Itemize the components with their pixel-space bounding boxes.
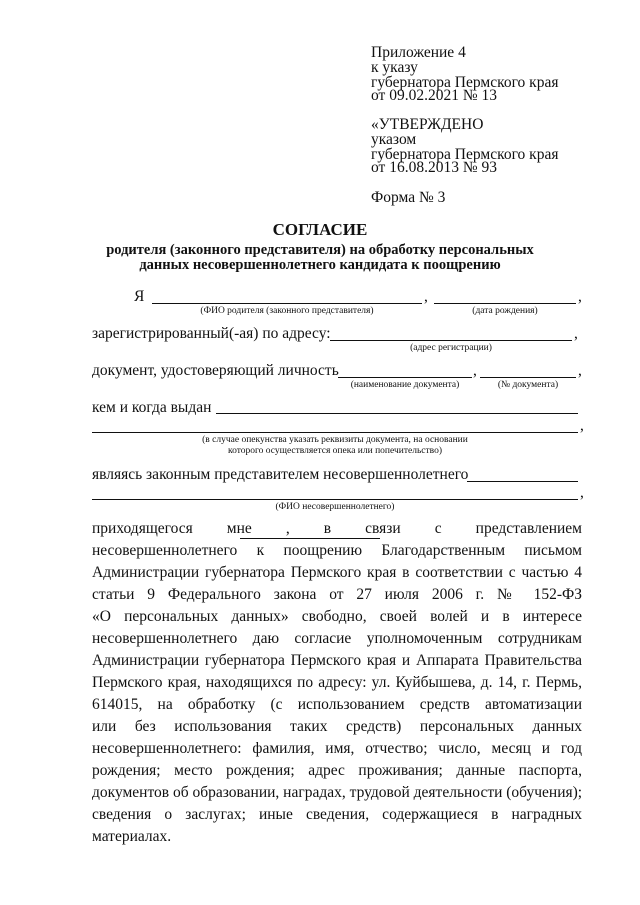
- consent-line: 614015, на обработку (с использованием средств автоматизации: [92, 696, 582, 713]
- doc-number-field[interactable]: [480, 377, 576, 378]
- doc-name-field[interactable]: [338, 377, 472, 378]
- consent-line: документов об образовании, наградах, трудовой деятельности (обучения);: [92, 784, 583, 801]
- minor-fio-caption: (ФИО несовершеннолетнего): [275, 502, 395, 512]
- parent-dob-caption: (дата рождения): [472, 306, 538, 316]
- consent-line: сведения о заслугах; иные сведения, содержащиеся в наградных: [92, 806, 582, 823]
- guardianship-caption: которого осуществляется опека или попечительство): [227, 446, 442, 456]
- appendix-line: к указу: [371, 59, 418, 76]
- comma: ,: [574, 325, 578, 342]
- document-subtitle: родителя (законного представителя) на обработку персональных: [106, 242, 534, 258]
- parent-dob-field[interactable]: [434, 303, 576, 304]
- ya-label: Я: [134, 288, 145, 305]
- appendix-line: губернатора Пермского края: [371, 74, 559, 91]
- document-title: СОГЛАСИЕ: [272, 220, 368, 239]
- guardianship-caption: (в случае опекунства указать реквизиты документа, на основании: [202, 435, 468, 445]
- address-caption: (адрес регистрации): [410, 343, 492, 353]
- appendix-line: Приложение 4: [371, 44, 466, 61]
- approved-line: «УТВЕРЖДЕНО: [371, 116, 484, 133]
- consent-line: несовершеннолетнего: фамилия, имя, отчество; число, месяц и год: [92, 740, 582, 757]
- issued-label: кем и когда выдан: [92, 399, 212, 416]
- doc-name-caption: (наименование документа): [350, 380, 460, 390]
- registered-label: зарегистрированный(-ая) по адресу:: [92, 325, 331, 342]
- id-doc-label: документ, удостоверяющий личность: [92, 362, 339, 379]
- consent-line: «О персональных данных» свободно, своей волей и в интересе: [92, 608, 582, 625]
- minor-fio-field[interactable]: [467, 481, 578, 482]
- approved-line: указом: [371, 131, 417, 148]
- consent-line: или без использования таких средств) персональных данных: [92, 718, 582, 735]
- consent-line: несовершеннолетнего даю согласие уполномоченным сотрудникам: [92, 630, 582, 647]
- comma: ,: [473, 362, 477, 379]
- comma: ,: [580, 484, 584, 501]
- consent-line: несовершеннолетнего к поощрению Благодарственным письмом: [92, 542, 582, 559]
- form-number: Форма № 3: [371, 189, 446, 206]
- comma: ,: [578, 362, 582, 379]
- document-subtitle: данных несовершеннолетнего кандидата к поощрению: [139, 257, 501, 273]
- approved-line: от 16.08.2013 № 93: [371, 159, 497, 176]
- approved-line: губернатора Пермского края: [371, 146, 559, 163]
- appendix-line: от 09.02.2021 № 13: [371, 87, 497, 104]
- consent-line: Администрации губернатора Пермского края и Аппарата Правительства: [92, 652, 582, 669]
- doc-number-caption: (№ документа): [497, 380, 559, 390]
- legal-rep-label: являясь законным представителем несовершеннолетнего: [92, 466, 469, 483]
- consent-line: рождения; место рождения; адрес проживания; данные паспорта,: [92, 762, 582, 779]
- consent-line: материалах.: [92, 828, 172, 845]
- address-field[interactable]: [330, 340, 572, 341]
- comma: ,: [424, 288, 428, 305]
- issued-field[interactable]: [216, 413, 578, 414]
- consent-line: Администрации губернатора Пермского края в соответствии с частью 4: [92, 564, 582, 581]
- comma: ,: [578, 288, 582, 305]
- minor-fio-field-continued[interactable]: [92, 499, 578, 500]
- consent-line: Пермского края, находящихся по адресу: ул. Куйбышева, д. 14, г. Пермь,: [92, 674, 582, 691]
- issued-field-continued[interactable]: [92, 432, 578, 433]
- consent-line: статьи 9 Федерального закона от 27 июля 2006 г. № 152-ФЗ: [92, 586, 582, 603]
- parent-fio-caption: (ФИО родителя (законного представителя): [200, 306, 374, 316]
- parent-fio-field[interactable]: [152, 303, 422, 304]
- consent-line: приходящегося мне , в связи с представлением: [92, 520, 582, 537]
- comma: ,: [580, 417, 584, 434]
